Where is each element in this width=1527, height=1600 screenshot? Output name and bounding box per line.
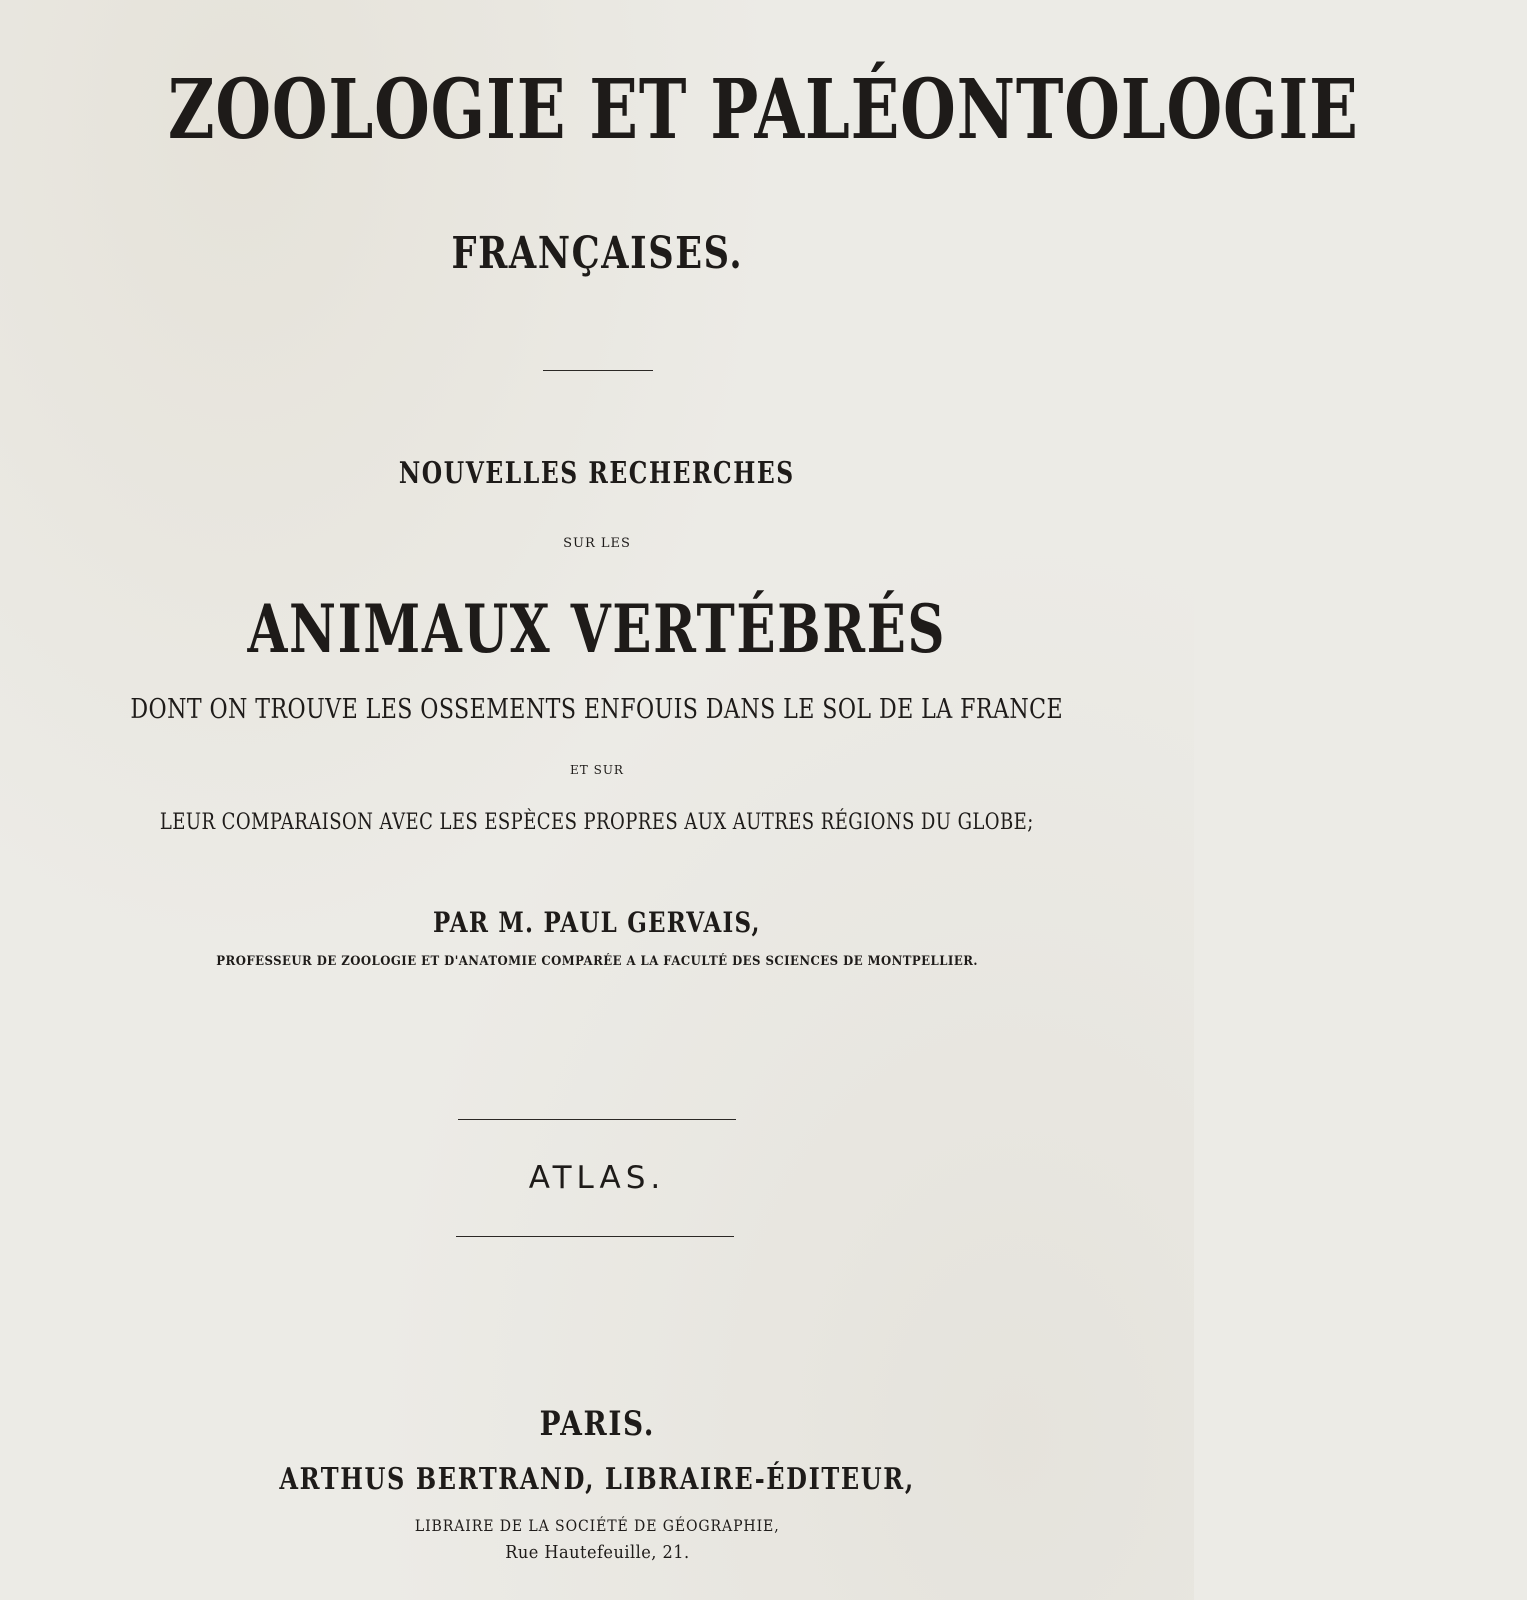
imprint-publisher-note	[0, 1516, 1194, 1535]
book-subtitle	[0, 228, 1194, 279]
imprint-city-text: PARIS.	[539, 1404, 655, 1444]
imprint-address-text: Rue Hautefeuille, 21.	[504, 1542, 690, 1563]
subject-heading	[0, 590, 1194, 668]
author-title	[0, 954, 1194, 969]
author-title-text: PROFESSEUR DE ZOOLOGIE ET D'ANATOMIE COMPARÉE A LA FACULTÉ DES SCIENCES DE MONTPELLIER.	[216, 954, 978, 969]
author-name: PAR M. PAUL GERVAIS,	[433, 906, 761, 939]
imprint-city	[0, 1404, 1194, 1444]
book-title	[0, 62, 1359, 158]
divider-rule	[543, 370, 653, 371]
description-line-text: LEUR COMPARAISON AVEC LES ESPÈCES PROPRES AUX AUTRES RÉGIONS DU GLOBE;	[160, 810, 1034, 835]
book-subtitle-text: FRANÇAISES.	[451, 228, 743, 279]
series-heading	[0, 456, 1194, 491]
imprint-publisher	[0, 1462, 1194, 1497]
description-line-text: DONT ON TROUVE LES OSSEMENTS ENFOUIS DANS LE SOL DE LA FRANCE	[130, 694, 1064, 725]
volume-label: ATLAS.	[528, 1160, 666, 1196]
author-line	[0, 906, 1194, 939]
imprint-publisher-note-text: LIBRAIRE DE LA SOCIÉTÉ DE GÉOGRAPHIE,	[414, 1516, 780, 1535]
connector-text: SUR LES	[563, 536, 631, 551]
subject-heading-text: ANIMAUX VERTÉBRÉS	[247, 590, 947, 668]
description-line	[0, 810, 1194, 835]
imprint-publisher-text: ARTHUS BERTRAND, LIBRAIRE-ÉDITEUR,	[279, 1462, 915, 1497]
divider-rule	[458, 1119, 736, 1120]
connector-text: ET SUR	[570, 763, 624, 777]
book-title-text: ZOOLOGIE ET PALÉONTOLOGIE	[167, 62, 1359, 158]
divider-rule	[456, 1236, 734, 1237]
imprint-address	[0, 1542, 1194, 1563]
series-heading-text: NOUVELLES RECHERCHES	[399, 456, 795, 491]
description-line	[0, 694, 1194, 725]
